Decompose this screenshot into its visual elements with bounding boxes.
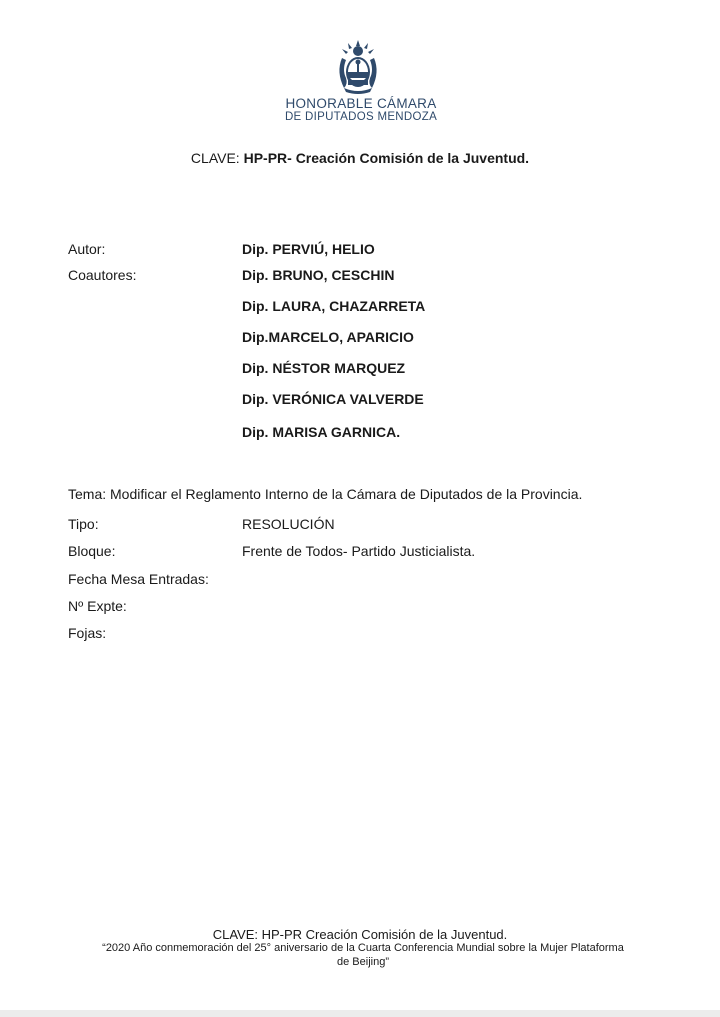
fojas-label: Fojas:	[68, 625, 107, 641]
footer-commemoration-cont: de Beijing”	[337, 956, 389, 968]
footer-clave: CLAVE: HP-PR Creación Comisión de la Juventud.	[212, 927, 508, 942]
org-name-line1: HONORABLE CÁMARA	[285, 96, 437, 111]
bloque-label: Bloque:	[68, 543, 116, 559]
tipo-value: RESOLUCIÓN	[242, 516, 335, 532]
org-name-line2: DE DIPUTADOS MENDOZA	[284, 111, 438, 123]
tema-text: Tema: Modificar el Reglamento Interno de la Cámara de Diputados de la Provincia.	[68, 486, 583, 502]
bloque-value: Frente de Todos- Partido Justicialista.	[242, 543, 476, 559]
autor-label: Autor:	[68, 241, 106, 257]
footer-commemoration: “2020 Año conmemoración del 25° aniversario de la Cuarta Conferencia Mundial sobre la Mujer Plataforma	[102, 942, 624, 954]
autor-value: Dip. PERVIÚ, HELIO	[242, 241, 375, 257]
document-title	[0, 150, 720, 166]
coautores-label: Coautores:	[68, 267, 137, 283]
coautor-item: Dip.MARCELO, APARICIO	[242, 329, 414, 345]
coautor-item: Dip. VERÓNICA VALVERDE	[242, 391, 424, 407]
tipo-label: Tipo:	[68, 516, 99, 532]
coat-of-arms-logo	[334, 38, 382, 94]
coautor-item: Dip. LAURA, CHAZARRETA	[242, 298, 426, 314]
coautor-item: Dip. NÉSTOR MARQUEZ	[242, 360, 406, 376]
expte-label: Nº Expte:	[68, 598, 127, 614]
clave-title: HP-PR- Creación Comisión de la Juventud.	[243, 150, 530, 166]
coautor-item: Dip. BRUNO, CESCHIN	[242, 267, 395, 283]
coautor-item: Dip. MARISA GARNICA.	[242, 424, 401, 440]
fecha-mesa-entradas-label: Fecha Mesa Entradas:	[68, 571, 209, 587]
clave-prefix: CLAVE:	[190, 150, 244, 166]
